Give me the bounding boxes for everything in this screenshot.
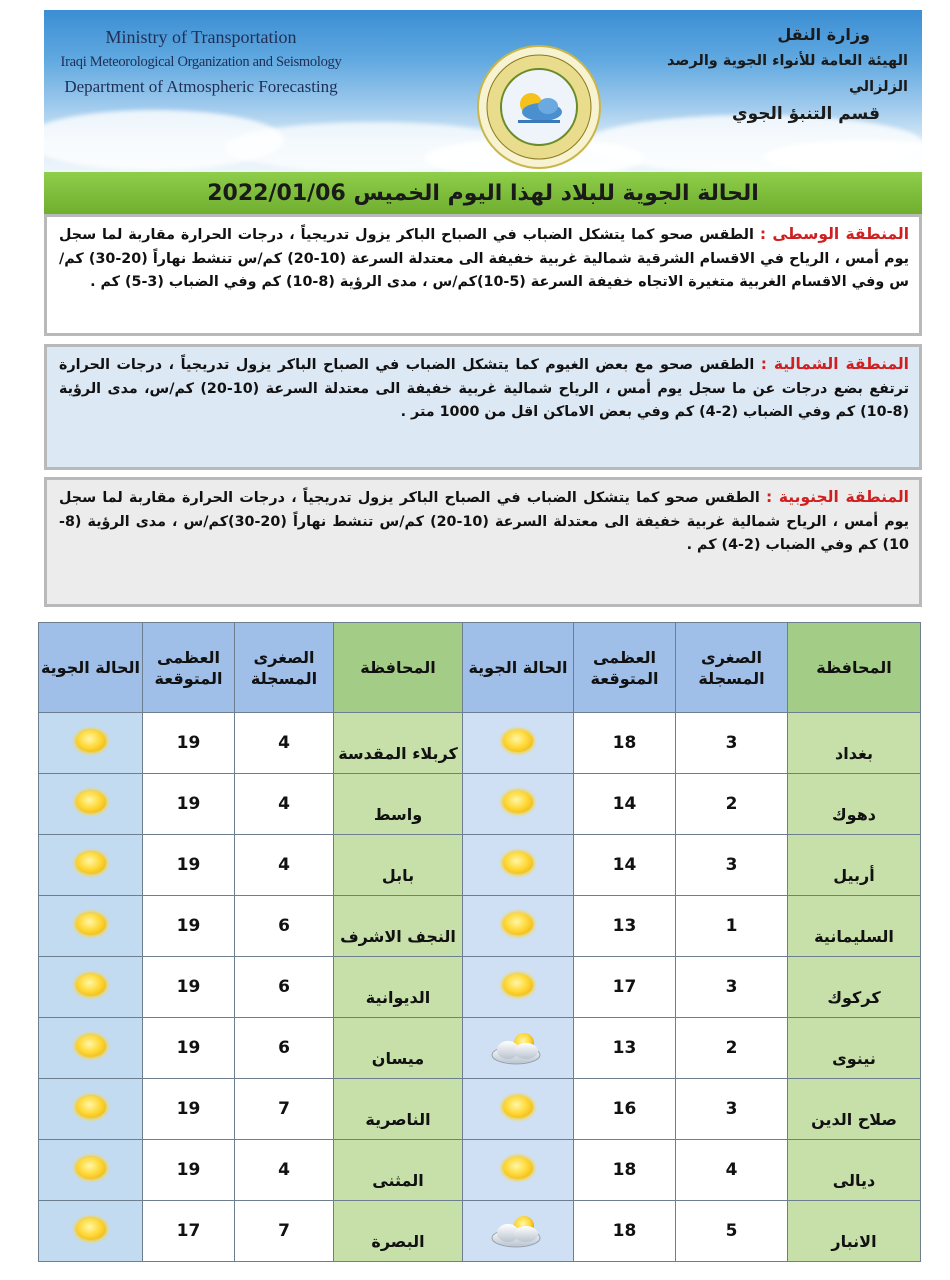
- min-temp: 2: [676, 1018, 788, 1079]
- header-arabic: [618, 22, 908, 128]
- max-temp: 13: [574, 1018, 676, 1079]
- report-title-bar: [44, 172, 922, 214]
- min-temp: 4: [235, 774, 334, 835]
- partly-cloudy-icon: [486, 1038, 550, 1058]
- sun-icon: [76, 730, 106, 752]
- weather-state-cell: [463, 1018, 574, 1079]
- table-header-row: [39, 623, 921, 713]
- weather-state-cell: [39, 1201, 143, 1262]
- min-temp: 6: [235, 896, 334, 957]
- sun-icon: [503, 974, 533, 996]
- province-name: بغداد: [788, 713, 921, 774]
- table-row: [39, 1018, 921, 1079]
- province-name: واسط: [334, 774, 463, 835]
- region-name: المنطقة الشمالية :: [760, 355, 909, 373]
- province-name: البصرة: [334, 1201, 463, 1262]
- max-temp: 19: [143, 1079, 235, 1140]
- table-row: [39, 835, 921, 896]
- weather-state-cell: [463, 1079, 574, 1140]
- col-header-weather: الحالة الجوية: [39, 623, 143, 713]
- max-temp: 13: [574, 896, 676, 957]
- weather-state-cell: [39, 1079, 143, 1140]
- max-temp: 19: [143, 957, 235, 1018]
- weather-state-cell: [39, 713, 143, 774]
- province-name: نينوى: [788, 1018, 921, 1079]
- table-row: [39, 1140, 921, 1201]
- province-name: بابل: [334, 835, 463, 896]
- min-temp: 3: [676, 713, 788, 774]
- min-temp: 5: [676, 1201, 788, 1262]
- min-temp: 4: [235, 713, 334, 774]
- weather-state-cell: [463, 896, 574, 957]
- min-temp: 4: [235, 1140, 334, 1201]
- department-name-en: Department of Atmospheric Forecasting: [64, 77, 338, 96]
- province-name: الديوانية: [334, 957, 463, 1018]
- weather-state-cell: [463, 1201, 574, 1262]
- sun-icon: [76, 791, 106, 813]
- department-name-ar: قسم التنبؤ الجوي: [732, 104, 880, 124]
- weather-state-cell: [39, 1018, 143, 1079]
- weather-state-cell: [463, 957, 574, 1018]
- max-temp: 19: [143, 1018, 235, 1079]
- province-name: صلاح الدين: [788, 1079, 921, 1140]
- sun-icon: [76, 1157, 106, 1179]
- sun-icon: [503, 913, 533, 935]
- header-english: [56, 24, 346, 100]
- col-header-min: الصغرى المسجلة: [676, 623, 788, 713]
- partly-cloudy-icon: [486, 1221, 550, 1241]
- table-row: [39, 713, 921, 774]
- province-name: كربلاء المقدسة: [334, 713, 463, 774]
- sun-icon: [76, 974, 106, 996]
- max-temp: 18: [574, 1140, 676, 1201]
- table-row: [39, 1079, 921, 1140]
- max-temp: 19: [143, 713, 235, 774]
- weather-state-cell: [463, 835, 574, 896]
- province-name: النجف الاشرف: [334, 896, 463, 957]
- col-header-max: العظمى المتوقعة: [574, 623, 676, 713]
- max-temp: 18: [574, 713, 676, 774]
- col-header-province: المحافظة: [334, 623, 463, 713]
- weather-state-cell: [39, 896, 143, 957]
- region-south: [44, 477, 922, 607]
- organization-name-en: Iraqi Meteorological Organization and Seismology: [60, 54, 342, 70]
- min-temp: 4: [235, 835, 334, 896]
- province-name: الانبار: [788, 1201, 921, 1262]
- weather-state-cell: [463, 774, 574, 835]
- sun-icon: [76, 1035, 106, 1057]
- col-header-province: المحافظة: [788, 623, 921, 713]
- col-header-min: الصغرى المسجلة: [235, 623, 334, 713]
- min-temp: 1: [676, 896, 788, 957]
- weather-state-cell: [39, 774, 143, 835]
- min-temp: 6: [235, 957, 334, 1018]
- province-name: المثنى: [334, 1140, 463, 1201]
- max-temp: 14: [574, 774, 676, 835]
- weather-state-cell: [463, 713, 574, 774]
- sun-icon: [76, 852, 106, 874]
- region-text: الطقس صحو مع بعض الغيوم كما يتشكل الضباب في الصباح الباكر يزول تدريجياً ، درجات الحرارة ترتفع بضع درجات عن ما سجل يوم أمس ، الرياح شمالية غربية خفيفة الى معتدلة السرعة (10-20) كم/س، مدى الرؤية (8-10) كم وفي الضباب (2-4) كم وفي بعض الاماكن اقل من 1000 متر .: [59, 357, 909, 420]
- province-name: ديالى: [788, 1140, 921, 1201]
- min-temp: 7: [235, 1079, 334, 1140]
- min-temp: 6: [235, 1018, 334, 1079]
- table-row: [39, 774, 921, 835]
- sun-icon: [503, 791, 533, 813]
- province-name: الناصرية: [334, 1079, 463, 1140]
- organization-logo: [476, 44, 602, 170]
- province-name: دهوك: [788, 774, 921, 835]
- weather-state-cell: [39, 957, 143, 1018]
- region-name: المنطقة الجنوبية :: [766, 488, 909, 506]
- province-name: أربيل: [788, 835, 921, 896]
- province-name: ميسان: [334, 1018, 463, 1079]
- min-temp: 2: [676, 774, 788, 835]
- max-temp: 17: [574, 957, 676, 1018]
- ministry-name-en: Ministry of Transportation: [105, 27, 297, 47]
- max-temp: 16: [574, 1079, 676, 1140]
- header-banner: [44, 10, 922, 172]
- sun-icon: [503, 730, 533, 752]
- table-row: [39, 957, 921, 1018]
- min-temp: 3: [676, 1079, 788, 1140]
- sun-icon: [503, 852, 533, 874]
- table-row: [39, 1201, 921, 1262]
- province-name: كركوك: [788, 957, 921, 1018]
- max-temp: 14: [574, 835, 676, 896]
- region-name: المنطقة الوسطى :: [759, 225, 910, 243]
- sun-icon: [76, 1096, 106, 1118]
- sun-icon: [76, 1218, 106, 1240]
- sun-icon: [503, 1157, 533, 1179]
- min-temp: 3: [676, 835, 788, 896]
- max-temp: 19: [143, 835, 235, 896]
- province-name: السليمانية: [788, 896, 921, 957]
- min-temp: 4: [676, 1140, 788, 1201]
- min-temp: 7: [235, 1201, 334, 1262]
- report-title: الحالة الجوية للبلاد لهذا اليوم الخميس 2022/01/06: [207, 180, 759, 206]
- region-central: [44, 214, 922, 336]
- max-temp: 18: [574, 1201, 676, 1262]
- max-temp: 19: [143, 896, 235, 957]
- province-forecast-table: [38, 622, 921, 1262]
- max-temp: 19: [143, 774, 235, 835]
- organization-name-ar: الهيئة العامة للأنواء الجوية والرصد الزلزالي: [666, 53, 908, 95]
- table-body: [39, 713, 921, 1262]
- weather-state-cell: [463, 1140, 574, 1201]
- max-temp: 17: [143, 1201, 235, 1262]
- ministry-name-ar: وزارة النقل: [777, 25, 870, 44]
- region-text: الطقس صحو كما يتشكل الضباب في الصباح الباكر يزول تدريجياً ، درجات الحرارة مقاربة لما سجل يوم أمس ، الرياح في الاقسام الشرقية شمالية غربية خفيفة الى معتدلة السرعة (10-20) كم/س تنشط نهاراً (20-30) كم/س وفي الاقسام الغربية متغيرة الاتجاه خفيفة السرعة (5-10)كم/س ، مدى الرؤية (8-10) كم وفي الضباب (3-5) كم .: [59, 227, 909, 290]
- col-header-weather: الحالة الجوية: [463, 623, 574, 713]
- region-north: [44, 344, 922, 470]
- region-text: الطقس صحو كما يتشكل الضباب في الصباح الباكر يزول تدريجياً ، درجات الحرارة مقاربة لما سجل يوم أمس ، الرياح شمالية غربية خفيفة الى معتدلة السرعة (10-20) كم/س تنشط نهاراً (20-30)كم/س ، مدى الرؤية (8-10) كم وفي الضباب (2-4) كم .: [59, 490, 910, 553]
- sun-icon: [76, 913, 106, 935]
- weather-state-cell: [39, 835, 143, 896]
- max-temp: 19: [143, 1140, 235, 1201]
- table-row: [39, 896, 921, 957]
- min-temp: 3: [676, 957, 788, 1018]
- weather-state-cell: [39, 1140, 143, 1201]
- sun-icon: [503, 1096, 533, 1118]
- col-header-max: العظمى المتوقعة: [143, 623, 235, 713]
